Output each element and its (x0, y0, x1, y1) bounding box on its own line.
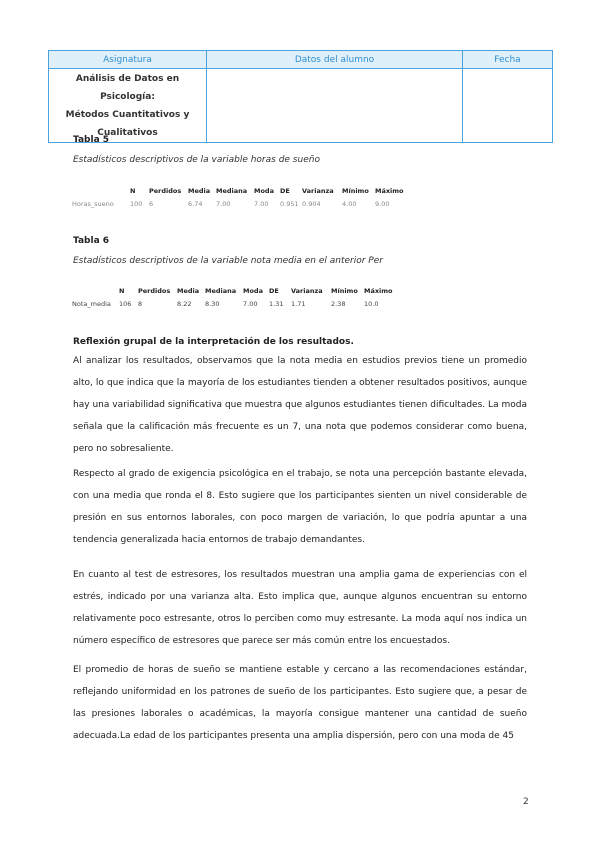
page-number: 2 (523, 797, 529, 807)
table5-label: Tabla 5 (73, 135, 110, 145)
table6-caption: Estadísticos descriptivos de la variable nota media en el anterior Per (73, 256, 383, 266)
table5-caption: Estadísticos descriptivos de la variable horas de sueño (73, 155, 320, 165)
header-subject-label: Asignatura (49, 51, 207, 69)
paragraph-1: Al analizar los resultados, observamos que la nota media en estudios previos tiene un promedio alto, lo que indica que la mayoría de los estudiantes tienden a obtener resultados positivos, aunque hay una variabilidad significativa que muestra que algunos estudiantes tienen dificultades. La moda señala que la calificación más frecuente es un 7, una nota que podemos considerar como buena, pero no sobresaliente. (73, 356, 527, 454)
paragraph-2: Respecto al grado de exigencia psicológica en el trabajo, se nota una percepción bastante elevada, con una media que ronda el 8. Esto sugiere que los participantes sienten un nivel considerable de presión en sus entornos laborales, con poco margen de variación, lo que podría apuntar a una tendencia generalizada hacia entornos de trabajo demandantes. (73, 469, 527, 545)
table-row: Horas_sueno 100 6 6.74 7.00 7.00 0.951 0.904 4.00 9.00 (72, 200, 390, 208)
table6-stats (72, 287, 394, 313)
table6-label: Tabla 6 (73, 236, 110, 246)
header-student-label: Datos del alumno (207, 51, 463, 69)
section-title: Reflexión grupal de la interpretación de los resultados. (73, 337, 354, 347)
subject-name: Análisis de Datos en Psicología: Métodos Cuantitativos y Cualitativos (65, 74, 190, 138)
header-table (48, 50, 553, 143)
header-student-cell (207, 69, 463, 143)
paragraph-3: En cuanto al test de estresores, los resultados muestran una amplia gama de experiencias con el estrés, indicado por una varianza alta. Esto implica que, aunque algunos encuentran su entorno relativamente poco estresante, otros lo perciben como muy estresante. La moda aquí nos indica un número específico de estresores que parece ser más común entre los encuestados. (73, 570, 527, 646)
paragraph-4: El promedio de horas de sueño se mantiene estable y cercano a las recomendaciones estándar, reflejando uniformidad en los patrones de sueño de los participantes. Esto sugiere que, a pesar de las presiones laborales o académicas, la mayoría consigue mantener una cantidad de sueño adecuada.La edad de los participantes presenta una amplia dispersión, pero con una moda de 45 (73, 665, 527, 741)
table-header-row: N Perdidos Media Mediana Moda DE Varianza Mínimo Máximo (119, 287, 393, 295)
table5-stats (72, 187, 405, 213)
header-date-cell (463, 69, 553, 143)
header-date-label: Fecha (463, 51, 553, 69)
table-row: Nota_media 106 8 8.22 8.30 7.00 1.31 1.71 2.38 10.0 (72, 300, 379, 308)
table-header-row: N Perdidos Media Mediana Moda DE Varianza Mínimo Máximo (130, 187, 404, 195)
header-subject-cell (49, 69, 207, 143)
